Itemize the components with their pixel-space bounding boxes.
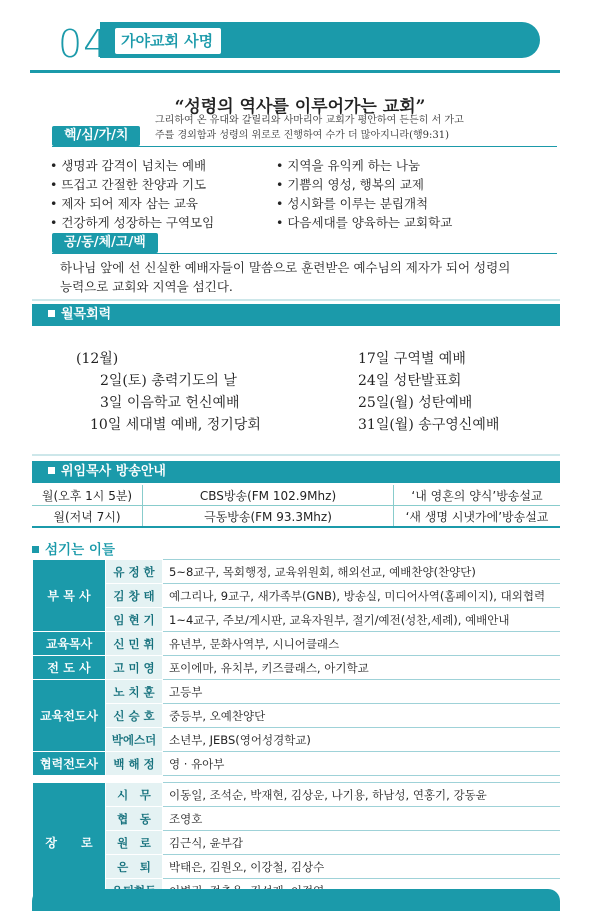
duty-cell: 5~8교구, 목회행정, 교육위원회, 해외선교, 예배찬양(찬양단) bbox=[163, 560, 561, 584]
value-item: • 다음세대를 양육하는 교회학교 bbox=[276, 213, 452, 232]
name-cell: 임 현 기 bbox=[106, 608, 163, 632]
table-row bbox=[33, 560, 561, 584]
name-cell: 백 해 정 bbox=[106, 752, 163, 776]
role-cell: 장 로 bbox=[33, 783, 106, 903]
community-line: 하나님 앞에 선 신실한 예배자들이 말씀으로 훈련받은 예수님의 제자가 되어 성령의 bbox=[60, 260, 511, 275]
duty-cell: 예그리나, 9교구, 새가족부(GNB), 방송실, 미디어사역(홈페이지), 대외협력 bbox=[163, 584, 561, 608]
name-cell: 은 퇴 bbox=[106, 855, 163, 879]
table-row bbox=[33, 632, 561, 656]
name-cell: 유 정 한 bbox=[106, 560, 163, 584]
schedule-item: 24일 성탄발표회 bbox=[358, 373, 462, 389]
duty-cell: 1~4교구, 주보/게시판, 교육자원부, 절기/예전(성찬,세례), 예배안내 bbox=[163, 608, 561, 632]
schedule-item: 25일(월) 성탄예배 bbox=[358, 395, 473, 411]
value-item: • 뜨겁고 간절한 찬양과 기도 bbox=[50, 175, 214, 194]
duty-cell: 이동일, 조석순, 박재현, 김상운, 나기용, 하남성, 연홍기, 강동윤 bbox=[163, 783, 561, 807]
schedule-item: (12월) bbox=[76, 351, 119, 367]
verse-line: 그리하여 온 유대와 갈릴리와 사마리아 교회가 평안하여 든든히 서 가고 bbox=[155, 115, 464, 126]
value-item: • 성시화를 이루는 분립개척 bbox=[276, 194, 452, 213]
value-item: • 건강하게 성장하는 구역모임 bbox=[50, 213, 214, 232]
table-row bbox=[33, 680, 561, 704]
table-row bbox=[32, 506, 560, 528]
table-row bbox=[33, 608, 561, 632]
monthly-right bbox=[358, 348, 499, 436]
table-row bbox=[33, 656, 561, 680]
divider bbox=[32, 299, 560, 301]
broadcast-table bbox=[32, 485, 560, 528]
duty-cell: 조영호 bbox=[163, 807, 561, 831]
section-number: 04 bbox=[58, 22, 109, 66]
name-cell: 원 로 bbox=[106, 831, 163, 855]
servers-table bbox=[32, 559, 560, 903]
table-cell: ‘내 영혼의 양식’방송설교 bbox=[394, 485, 561, 506]
schedule-item: 17일 구역별 예배 bbox=[358, 351, 466, 367]
core-values-rule bbox=[52, 146, 557, 147]
square-bullet-icon bbox=[48, 310, 55, 317]
core-values-label: 핵/심/가/치 bbox=[52, 126, 140, 146]
square-bullet-icon bbox=[32, 546, 39, 553]
footer-bar bbox=[32, 889, 560, 911]
core-values-left bbox=[50, 156, 214, 232]
duty-cell: 박태은, 김원오, 이강철, 김상수 bbox=[163, 855, 561, 879]
duty-cell: 중등부, 오예찬양단 bbox=[163, 704, 561, 728]
name-cell: 고 미 영 bbox=[106, 656, 163, 680]
name-cell: 노 치 훈 bbox=[106, 680, 163, 704]
duty-cell: 고등부 bbox=[163, 680, 561, 704]
header-underline bbox=[30, 70, 560, 73]
table-row bbox=[33, 728, 561, 752]
servers-title: 섬기는 이들 bbox=[45, 542, 115, 558]
value-item: • 제자 되어 제자 삼는 교육 bbox=[50, 194, 214, 213]
value-item: • 기쁨의 영성, 행복의 교제 bbox=[276, 175, 452, 194]
schedule-item: 3일 이음학교 헌신예배 bbox=[100, 395, 240, 411]
monthly-header bbox=[32, 304, 560, 326]
motto-title: “성령의 역사를 이루어가는 교회” bbox=[174, 97, 426, 117]
name-cell: 신 승 호 bbox=[106, 704, 163, 728]
table-row bbox=[33, 831, 561, 855]
table-row bbox=[33, 783, 561, 807]
core-values-right bbox=[276, 156, 452, 232]
verse-line: 주를 경외함과 성령의 위로로 진행하여 수가 더 많아지니라(행9:31) bbox=[155, 130, 450, 141]
table-row bbox=[33, 584, 561, 608]
community-text bbox=[60, 258, 550, 296]
role-cell: 부 목 사 bbox=[33, 560, 106, 632]
table-row bbox=[33, 752, 561, 776]
table-row bbox=[33, 704, 561, 728]
table-cell: 월(저녁 7시) bbox=[32, 506, 143, 528]
duty-cell: 포이에마, 유치부, 키즈클래스, 아기학교 bbox=[163, 656, 561, 680]
name-cell: 신 민 휘 bbox=[106, 632, 163, 656]
name-cell: 박에스더 bbox=[106, 728, 163, 752]
table-cell: CBS방송(FM 102.9Mhz) bbox=[143, 485, 394, 506]
table-row bbox=[32, 485, 560, 506]
duty-cell: 김근식, 윤부갑 bbox=[163, 831, 561, 855]
table-cell: ‘새 생명 시냇가에’방송설교 bbox=[394, 506, 561, 528]
name-cell: 시 무 bbox=[106, 783, 163, 807]
role-cell: 교육목사 bbox=[33, 632, 106, 656]
value-item: • 지역을 유익케 하는 나눔 bbox=[276, 156, 452, 175]
schedule-item: 31일(월) 송구영신예배 bbox=[358, 417, 500, 433]
duty-cell: 소년부, JEBS(영어성경학교) bbox=[163, 728, 561, 752]
motto-verse bbox=[155, 113, 555, 143]
role-cell: 전 도 사 bbox=[33, 656, 106, 680]
value-item: • 생명과 감격이 넘치는 예배 bbox=[50, 156, 214, 175]
community-rule bbox=[52, 253, 557, 254]
table-cell: 극동방송(FM 93.3Mhz) bbox=[143, 506, 394, 528]
page-header bbox=[0, 0, 600, 72]
community-label: 공/동/체/고/백 bbox=[52, 233, 158, 253]
square-bullet-icon bbox=[48, 467, 55, 474]
table-cell: 월(오후 1시 5분) bbox=[32, 485, 143, 506]
schedule-item: 2일(토) 총력기도의 날 bbox=[100, 373, 237, 389]
name-cell: 협 동 bbox=[106, 807, 163, 831]
name-cell: 김 창 태 bbox=[106, 584, 163, 608]
table-row bbox=[33, 855, 561, 879]
servers-header bbox=[32, 538, 115, 558]
role-cell: 협력전도사 bbox=[33, 752, 106, 776]
page-title: 가야교회 사명 bbox=[115, 28, 221, 54]
broadcast-header bbox=[32, 461, 560, 483]
spacer-row bbox=[33, 776, 561, 783]
community-line: 능력으로 교회와 지역을 섬긴다. bbox=[60, 279, 233, 294]
broadcast-title: 위임목사 방송안내 bbox=[61, 464, 166, 479]
schedule-item: 10일 세대별 예배, 정기당회 bbox=[90, 417, 261, 433]
role-cell: 교육전도사 bbox=[33, 680, 106, 752]
duty-cell: 영 · 유아부 bbox=[163, 752, 561, 776]
divider bbox=[32, 454, 560, 456]
monthly-left bbox=[76, 348, 261, 436]
duty-cell: 유년부, 문화사역부, 시니어클래스 bbox=[163, 632, 561, 656]
table-row bbox=[33, 807, 561, 831]
monthly-title: 월목회력 bbox=[61, 307, 112, 322]
